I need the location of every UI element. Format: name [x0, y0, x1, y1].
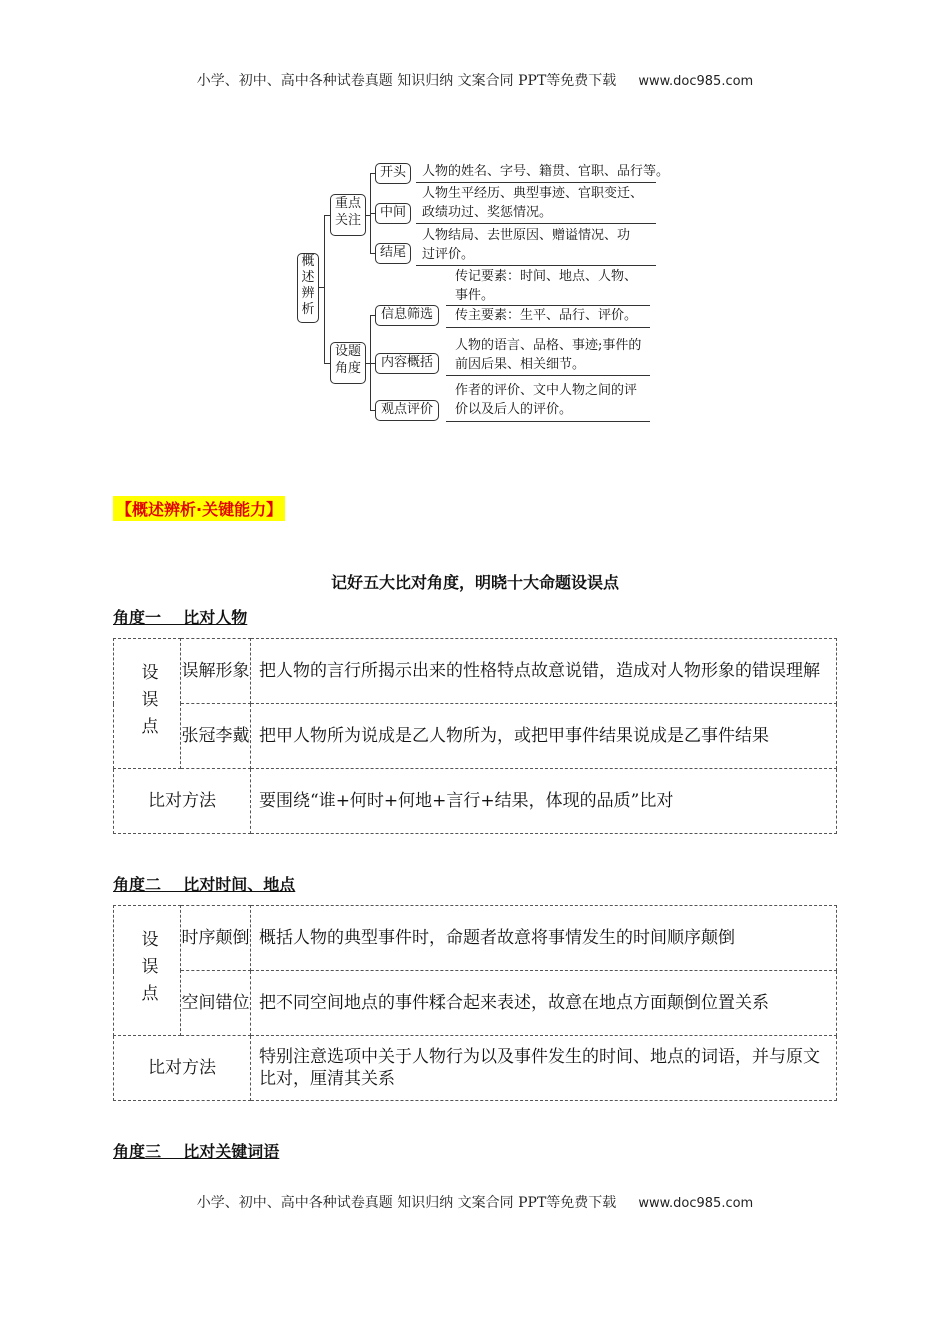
angle-2-title: 角度二 比对时间、地点	[113, 875, 296, 894]
angle-2-table	[113, 905, 837, 1101]
error-desc: 把甲人物所为说成是乙人物所为，或把甲事件结果说成是乙事件结果	[251, 704, 837, 769]
diagram-root: 概述辨析	[297, 253, 319, 323]
method-desc: 特别注意选项中关于人物行为以及事件发生的时间、地点的词语，并与原文比对，厘清其关系	[251, 1036, 837, 1101]
node-viewpoint-eval: 观点评价	[375, 400, 439, 421]
node-text: 人物的姓名、字号、籍贯、官职、品行等。	[422, 164, 670, 179]
error-type: 空间错位	[181, 971, 251, 1036]
branch-question-angle: 设题角度	[330, 342, 366, 384]
method-label: 比对方法	[114, 769, 251, 834]
node-text: 传主要素：生平、品行、评价。	[455, 308, 638, 323]
error-desc: 把不同空间地点的事件糅合起来表述，故意在地点方面颠倒位置关系	[251, 971, 837, 1036]
node-text: 传记要素：时间、地点、人物、	[455, 269, 638, 284]
node-text: 人物的语言、品格、事迹;事件的	[455, 338, 642, 353]
set-error-label: 设误点	[114, 906, 181, 1036]
error-type: 误解形象	[181, 639, 251, 704]
footer-site[interactable]: www.doc985.com	[638, 1196, 754, 1211]
node-content-summary: 内容概括	[375, 353, 439, 374]
node-text: 事件。	[455, 288, 495, 303]
main-title: 记好五大比对角度，明晓十大命题设误点	[330, 573, 619, 592]
node-beginning: 开头	[375, 163, 411, 184]
error-desc: 概括人物的典型事件时，命题者故意将事情发生的时间顺序颠倒	[251, 906, 837, 971]
node-info-filter: 信息筛选	[375, 305, 439, 326]
node-text: 前因后果、相关细节。	[455, 357, 586, 372]
error-type: 时序颠倒	[181, 906, 251, 971]
page-footer	[0, 1192, 950, 1212]
node-text: 价以及后人的评价。	[455, 402, 573, 417]
node-text: 过评价。	[422, 247, 475, 262]
node-text: 人物生平经历、典型事迹、官职变迁、	[422, 186, 644, 201]
node-text: 人物结局、去世原因、赠谥情况、功	[422, 228, 631, 243]
header-text: 小学、初中、高中各种试卷真题 知识归纳 文案合同 PPT等免费下载	[196, 73, 617, 89]
method-label: 比对方法	[114, 1036, 251, 1101]
page-header	[0, 70, 950, 90]
angle-1-title: 角度一 比对人物	[113, 608, 248, 627]
set-error-label: 设误点	[114, 639, 181, 769]
angle-3-title: 角度三 比对关键词语	[113, 1142, 280, 1161]
node-text: 作者的评价、文中人物之间的评	[455, 383, 638, 398]
error-type: 张冠李戴	[181, 704, 251, 769]
method-desc: 要围绕“谁+何时+何地+言行+结果，体现的品质”比对	[251, 769, 837, 834]
node-text: 政绩功过、奖惩情况。	[422, 205, 553, 220]
node-end: 结尾	[375, 243, 411, 264]
angle-1-table	[113, 638, 837, 834]
node-middle: 中间	[375, 203, 411, 224]
branch-key-focus: 重点关注	[330, 194, 366, 236]
section-tag: 【概述辨析·关键能力】	[113, 496, 285, 521]
error-desc: 把人物的言行所揭示出来的性格特点故意说错，造成对人物形象的错误理解	[251, 639, 837, 704]
header-site[interactable]: www.doc985.com	[638, 74, 754, 89]
footer-text: 小学、初中、高中各种试卷真题 知识归纳 文案合同 PPT等免费下载	[196, 1195, 617, 1211]
